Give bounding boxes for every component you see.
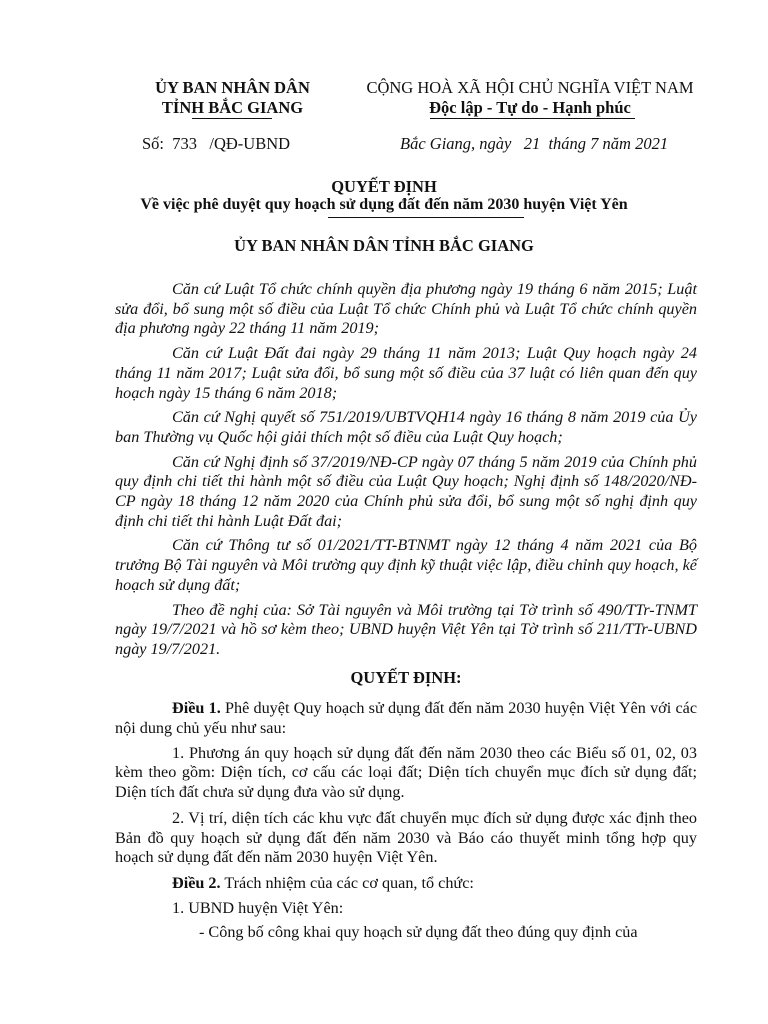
nation-motto: Độc lập - Tự do - Hạnh phúc: [429, 98, 631, 117]
preamble-paragraph: Căn cứ Nghị định số 37/2019/NĐ-CP ngày 07 tháng 5 năm 2019 của Chính phủ quy định chi tiết thi hành một số điều của Luật Quy hoạch; Nghị định số 148/2020/NĐ-CP ngày 18 tháng 12 năm 2020 của Chính phủ sửa đổi, bổ sung một số nghị định quy định chi tiết thi hành Luật Đất đai;: [115, 452, 697, 530]
article-1-label: Điều 1.: [172, 699, 221, 718]
authority-underline: [192, 118, 272, 119]
preamble-paragraph: Căn cứ Nghị quyết số 751/2019/UBTVQH14 ngày 16 tháng 8 năm 2019 của Ủy ban Thường vụ Quốc hội giải thích một số điều của Luật Quy hoạch;: [115, 408, 697, 446]
document-title: QUYẾT ĐỊNH: [331, 177, 437, 196]
article-2-label: Điều 2.: [172, 873, 221, 892]
deciding-authority: ỦY BAN NHÂN DÂN TỈNH BẮC GIANG: [234, 236, 534, 255]
article-2-text: Trách nhiệm của các cơ quan, tổ chức:: [220, 873, 474, 892]
motto-underline: [430, 118, 635, 119]
article-2-item: 1. UBND huyện Việt Yên:: [172, 898, 344, 917]
nation-name: CỘNG HOÀ XÃ HỘI CHỦ NGHĨA VIỆT NAM: [366, 78, 694, 97]
decision-heading: QUYẾT ĐỊNH:: [350, 667, 462, 687]
national-header: [340, 78, 720, 118]
document-subtitle: Về việc phê duyệt quy hoạch sử dụng đất đến năm 2030 huyện Việt Yên: [140, 196, 628, 213]
authority-line-2: TỈNH BẮC GIANG: [161, 98, 304, 117]
article-1: [115, 699, 697, 738]
preamble-paragraph: Căn cứ Luật Đất đai ngày 29 tháng 11 năm 2013; Luật Quy hoạch ngày 24 tháng 11 năm 2017; Luật sửa đổi, bổ sung một số điều của 37 luật có liên quan đến quy hoạch ngày 15 tháng 6 năm 2018;: [115, 344, 697, 402]
article-1-item: 2. Vị trí, diện tích các khu vực đất chuyển mục đích sử dụng được xác định theo Bản đồ quy hoạch sử dụng đất đến năm 2030 và Báo cáo thuyết minh tổng hợp quy hoạch sử dụng đất đến năm 2030 huyện Việt Yên.: [115, 808, 697, 867]
article-2: [115, 874, 697, 894]
article-1-text: Phê duyệt Quy hoạch sử dụng đất đến năm 2030 huyện Việt Yên với các nội dung chủ yếu như sau:: [115, 699, 697, 738]
preamble-paragraph: Căn cứ Luật Tổ chức chính quyền địa phương ngày 19 tháng 6 năm 2015; Luật sửa đổi, bổ sung một số điều của Luật Tổ chức Chính phủ và Luật Tổ chức chính quyền địa phương ngày 22 tháng 11 năm 2019;: [115, 280, 697, 338]
document-body: [115, 280, 697, 948]
issue-date: Bắc Giang, ngày 21 tháng 7 năm 2021: [400, 134, 669, 153]
preamble-paragraph: Căn cứ Thông tư số 01/2021/TT-BTNMT ngày 12 tháng 4 năm 2021 của Bộ trưởng Bộ Tài nguyên và Môi trường quy định kỹ thuật việc lập, điều chỉnh quy hoạch, kế hoạch sử dụng đất;: [115, 536, 697, 594]
subtitle-underline: [328, 217, 524, 218]
document-number: Số: 733 /QĐ-UBND: [142, 134, 291, 153]
article-1-item: 1. Phương án quy hoạch sử dụng đất đến năm 2030 theo các Biểu số 01, 02, 03 kèm theo gồm: Diện tích, cơ cấu các loại đất; Diện tích chuyển mục đích sử dụng đất; Diện tích đất chưa sử dụng đưa vào sử dụng.: [115, 743, 697, 802]
issuing-authority: [130, 78, 335, 118]
article-2-bullet: - Công bố công khai quy hoạch sử dụng đất theo đúng quy định của: [199, 923, 638, 942]
preamble-paragraph: Theo đề nghị của: Sở Tài nguyên và Môi trường tại Tờ trình số 490/TTr-TNMT ngày 19/7/2021 và hồ sơ kèm theo; UBND huyện Việt Yên tại Tờ trình số 211/TTr-UBND ngày 19/7/2021.: [115, 600, 697, 658]
authority-line-1: ỦY BAN NHÂN DÂN: [155, 78, 310, 97]
